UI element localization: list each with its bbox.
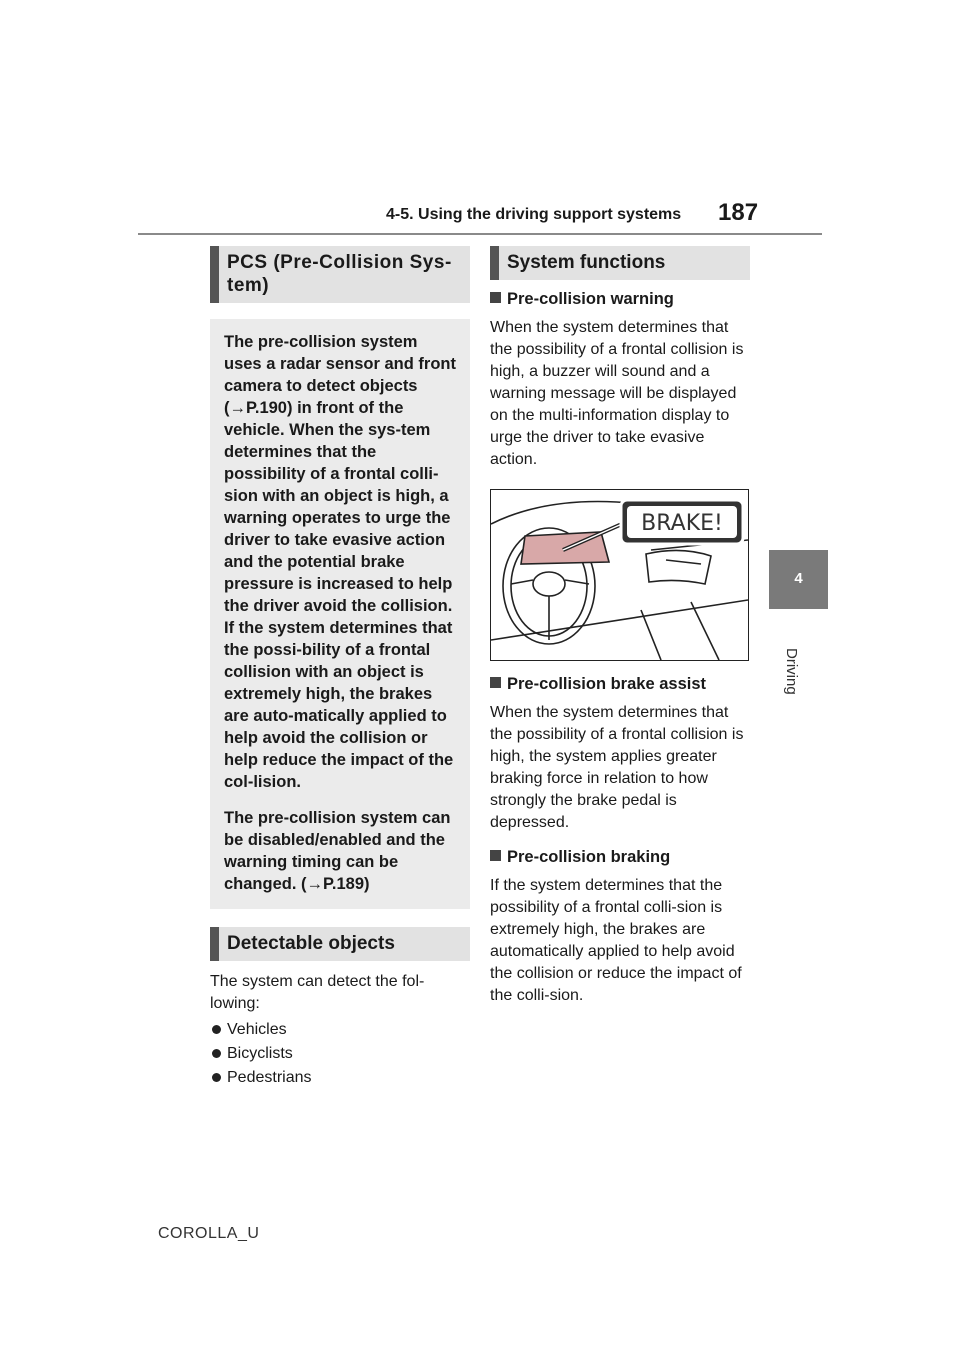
- chapter-tab: [769, 550, 828, 609]
- bullet-dot: [212, 1049, 221, 1058]
- detectable-intro: The system can detect the fol-lowing:: [210, 973, 425, 1012]
- bullet-dot: [212, 1073, 221, 1082]
- pcs-summary-box: [210, 319, 470, 909]
- warning-subheading: Pre-collision warning: [490, 290, 750, 309]
- brake-assist-subheading: Pre-collision brake assist: [490, 675, 750, 694]
- warning-text: When the system determines that the possibility of a frontal collision is high, a buzzer will sound and a warning message will be displayed on the multi-information display to urge the driver to take evasive action.: [490, 319, 744, 468]
- pcs-heading: PCS (Pre-Collision Sys-tem): [210, 246, 470, 303]
- pcs-settings-paragraph: The pre-collision system can be disabled/enabled and the warning timing can be changed. (→P.189): [224, 809, 451, 893]
- left-column: [210, 246, 470, 1087]
- brake-assist-text: When the system determines that the possibility of a frontal collision is high, the system applies greater braking force in relation to how strongly the brake pedal is depressed.: [490, 704, 744, 831]
- brake-message: BRAKE!: [641, 511, 723, 536]
- square-bullet-icon: [490, 677, 501, 688]
- right-column: [490, 246, 750, 1007]
- pcs-summary-paragraph: The pre-collision system uses a radar sensor and front camera to detect objects (→P.190) in front of the vehicle. When the sys-tem determines that the possibility of a frontal colli-sion with an object is high, a warning operates to urge the driver to take evasive action and the potential brake pressure is increased to help the driver avoid the collision. If the system determines that the possi-bility of a frontal collision with an object is extremely high, the brakes are auto-matically applied to help avoid the collision or help reduce the impact of the col-lision.: [224, 333, 456, 791]
- chapter-label: Driving: [783, 648, 800, 695]
- braking-text: If the system determines that the possibility of a frontal colli-sion is extremely high, the brakes are automatically applied to help avoid the collision or reduce the impact of the colli-sion.: [490, 877, 742, 1004]
- square-bullet-icon: [490, 850, 501, 861]
- detectable-objects-heading: Detectable objects: [210, 927, 470, 961]
- detectable-item: Bicyclists: [210, 1045, 470, 1063]
- braking-subheading: Pre-collision braking: [490, 848, 750, 867]
- square-bullet-icon: [490, 292, 501, 303]
- header-rule: [138, 233, 822, 235]
- chapter-number: 4: [794, 570, 803, 587]
- bullet-dot: [212, 1025, 221, 1034]
- footer-model: COROLLA_U: [158, 1225, 260, 1242]
- detectable-item: Pedestrians: [210, 1069, 470, 1087]
- brake-warning-figure: [490, 489, 749, 661]
- section-title: 4-5. Using the driving support systems: [386, 206, 682, 223]
- system-functions-heading: System functions: [490, 246, 750, 280]
- dashboard-illustration: [491, 490, 748, 660]
- page-number: 187: [718, 199, 759, 226]
- detectable-item: Vehicles: [210, 1021, 470, 1039]
